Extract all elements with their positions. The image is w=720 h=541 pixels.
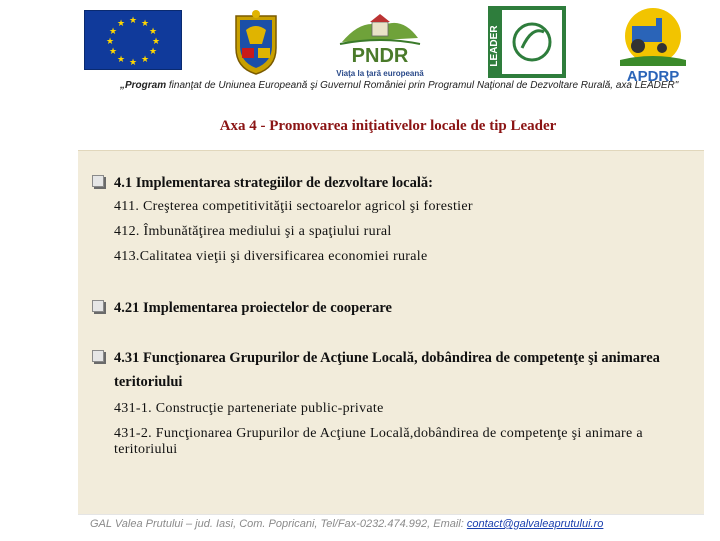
header (0, 0, 720, 152)
list-item: 413.Calitatea vieţii şi diversificarea economiei rurale (114, 249, 428, 264)
svg-text:★: ★ (140, 18, 150, 28)
svg-text:★: ★ (140, 54, 150, 64)
eu-flag-logo (84, 10, 182, 70)
page-title: Axa 4 - Promovarea iniţiativelor locale de tip Leader (219, 118, 557, 134)
list-item: 412. Îmbunătăţirea mediului şi a spaţiului rural (114, 224, 392, 239)
svg-text:★: ★ (128, 57, 138, 67)
svg-text:★: ★ (128, 15, 138, 25)
pndr-logo-text: PNDR (351, 45, 409, 67)
list-item: 411. Creşterea competitivităţii sectoarelor agricol şi forestier (114, 199, 473, 214)
footer-contact (90, 518, 700, 530)
section-heading: 4.31 Funcţionarea Grupurilor de Acţiune Locală, dobândirea de competenţe şi animarea teritoriului (114, 350, 660, 390)
apdrp-logo-text: APDRP (626, 68, 680, 84)
svg-text:★: ★ (108, 26, 118, 36)
program-funding-note (120, 80, 700, 104)
pndr-logo (332, 8, 428, 80)
square-bullet-icon (92, 300, 104, 312)
program-funding-note-text: finanţat de Uniunea Europeană şi Guvernul României prin Programul Naţional de Dezvoltare Rurală, axa LEADER" (166, 80, 679, 91)
content-panel (78, 150, 704, 515)
section-heading: 4.1 Implementarea strategiilor de dezvoltare locală: (114, 175, 433, 191)
section-heading: 4.21 Implementarea proiectelor de cooperare (114, 300, 392, 316)
svg-text:★: ★ (148, 26, 158, 36)
square-bullet-icon (92, 175, 104, 187)
apdrp-logo (612, 4, 694, 84)
svg-text:★: ★ (116, 18, 126, 28)
svg-text:★: ★ (116, 54, 126, 64)
email-link[interactable]: contact@galvaleaprutului.ro (466, 518, 604, 530)
list-item: 431-1. Construcţie parteneriate public-private (114, 401, 384, 416)
leader-logo-text: LEADER (489, 25, 500, 67)
leader-logo (488, 6, 566, 78)
romania-coat-of-arms-logo (228, 8, 284, 76)
svg-text:★: ★ (151, 36, 161, 46)
svg-text:★: ★ (108, 46, 118, 56)
svg-text:★: ★ (148, 46, 158, 56)
program-funding-note-bold: „Program (120, 80, 167, 91)
square-bullet-icon (92, 350, 104, 362)
pndr-logo-tagline: Viaţa la ţară europeană (336, 69, 424, 78)
list-item: 431-2. Funcţionarea Grupurilor de Acţiune Locală,dobândirea de competenţe şi animare a teritoriului (114, 426, 643, 457)
svg-text:★: ★ (105, 36, 115, 46)
footer (78, 514, 704, 541)
footer-address: GAL Valea Prutului – jud. Iasi, Com. Popricani, Tel/Fax-0232.474.992, Email: (90, 518, 467, 530)
